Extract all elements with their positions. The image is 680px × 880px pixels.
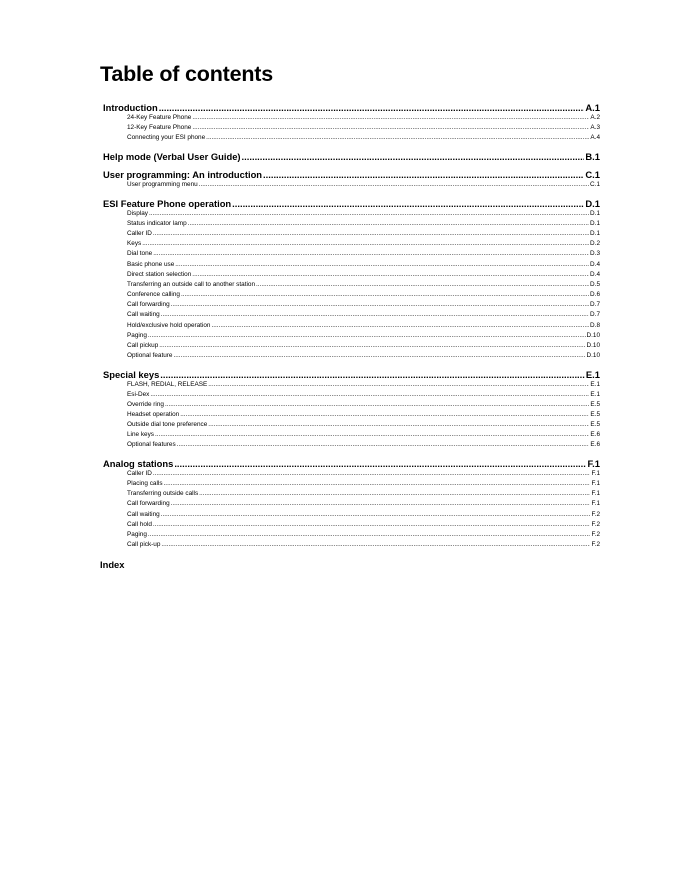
dot-leader	[171, 499, 591, 509]
section-title: Help mode (Verbal User Guide)	[103, 150, 241, 162]
dot-leader	[153, 229, 589, 239]
dot-leader	[232, 198, 584, 209]
section-page-number: B.1	[585, 150, 600, 162]
toc-entry[interactable]	[103, 430, 600, 440]
dot-leader	[192, 123, 589, 133]
dot-leader	[199, 180, 589, 190]
entry-title: Optional features	[127, 441, 176, 449]
entry-page-number: A.2	[590, 114, 600, 121]
entry-page-number: D.1	[590, 219, 600, 227]
toc-entry[interactable]	[103, 351, 600, 361]
toc-entry[interactable]	[103, 113, 600, 123]
entry-page-number: E.6	[590, 441, 600, 449]
dot-leader	[150, 390, 589, 400]
entry-title: Esi-Dex	[127, 390, 150, 398]
dot-leader	[173, 351, 585, 361]
toc-entry[interactable]	[103, 270, 600, 280]
entry-title: Hold/exclusive hold operation	[127, 321, 211, 329]
dot-leader	[153, 469, 591, 479]
entry-page-number: D.4	[590, 270, 600, 278]
dot-leader	[161, 310, 589, 320]
toc-entry[interactable]	[103, 180, 600, 190]
section-page-number: F.1	[587, 458, 600, 470]
dot-leader	[263, 169, 584, 180]
toc-entry[interactable]	[103, 510, 600, 520]
dot-leader	[171, 300, 589, 310]
section-title: Special keys	[103, 368, 160, 380]
toc-section-heading[interactable]	[103, 102, 600, 113]
toc-section-heading[interactable]	[103, 151, 600, 162]
dot-leader	[206, 133, 589, 143]
entry-page-number: E.1	[590, 390, 600, 398]
toc-section-heading[interactable]	[103, 458, 600, 469]
entry-page-number: E.5	[590, 421, 600, 429]
toc-entry[interactable]	[103, 209, 600, 219]
toc-entry[interactable]	[103, 410, 600, 420]
dot-leader	[148, 530, 591, 540]
entry-page-number: D.7	[590, 301, 600, 309]
entry-title: Line keys	[127, 431, 154, 439]
entry-page-number: F.1	[591, 470, 600, 478]
entry-title: Caller ID	[127, 230, 152, 238]
section-title: Introduction	[103, 102, 158, 113]
entry-title: Basic phone use	[127, 260, 175, 268]
entry-title: Call pick-up	[127, 541, 161, 549]
dot-leader	[180, 410, 589, 420]
toc-entry[interactable]	[103, 469, 600, 479]
entry-page-number: D.5	[590, 280, 600, 288]
toc-entry[interactable]	[103, 310, 600, 320]
toc-entry[interactable]	[103, 123, 600, 133]
section-title: ESI Feature Phone operation	[103, 197, 232, 209]
toc-section	[103, 169, 600, 190]
dot-leader	[256, 280, 589, 290]
entry-page-number: A.3	[590, 124, 600, 132]
entry-page-number: F.2	[591, 520, 600, 528]
toc-entry[interactable]	[103, 280, 600, 290]
dot-leader	[177, 440, 590, 450]
entry-page-number: E.1	[590, 380, 600, 388]
entry-title: 24-Key Feature Phone	[127, 114, 192, 121]
toc-entry[interactable]	[103, 260, 600, 270]
entry-title: Override ring	[127, 400, 164, 408]
entry-title: Headset operation	[127, 411, 180, 418]
entry-page-number: D.7	[590, 311, 600, 319]
dot-leader	[159, 102, 585, 113]
entry-page-number: F.1	[591, 500, 600, 508]
section-page-number: A.1	[585, 102, 600, 113]
dot-leader	[192, 113, 589, 123]
dot-leader	[153, 249, 589, 259]
dot-leader	[175, 260, 589, 270]
entry-title: Paging	[127, 331, 147, 339]
dot-leader	[199, 489, 590, 499]
dot-leader	[159, 341, 585, 351]
dot-leader	[155, 430, 589, 440]
dot-leader	[160, 369, 585, 380]
entry-page-number: F.2	[591, 530, 600, 538]
section-page-number: C.1	[585, 169, 600, 181]
index-heading: Index	[100, 559, 125, 570]
toc-section	[103, 458, 600, 550]
toc-section-heading[interactable]	[103, 369, 600, 380]
entry-title: Direct station selection	[127, 270, 192, 278]
entry-page-number: D.1	[590, 230, 600, 238]
toc-entry[interactable]	[103, 479, 600, 489]
toc-entry[interactable]	[103, 390, 600, 400]
toc-entry[interactable]	[103, 540, 600, 550]
entry-page-number: D.6	[590, 291, 600, 299]
table-of-contents	[103, 102, 600, 558]
toc-entry[interactable]	[103, 249, 600, 259]
toc-entry[interactable]	[103, 300, 600, 310]
section-page-number: D.1	[585, 197, 600, 209]
entry-title: Call forwarding	[127, 500, 170, 508]
dot-leader	[164, 479, 591, 489]
entry-page-number: F.2	[591, 541, 600, 549]
toc-entry[interactable]	[103, 530, 600, 540]
entry-page-number: A.4	[590, 134, 600, 142]
entry-page-number: E.5	[590, 400, 600, 408]
dot-leader	[161, 540, 590, 550]
toc-section	[103, 198, 600, 361]
entry-title: Placing calls	[127, 480, 163, 488]
entry-title: Call waiting	[127, 311, 160, 319]
entry-title: Call hold	[127, 520, 152, 528]
page-title: Table of contents	[100, 62, 273, 86]
entry-page-number: D.3	[590, 250, 600, 258]
entry-title: User programming menu	[127, 181, 198, 189]
toc-entry[interactable]	[103, 331, 600, 341]
dot-leader	[161, 510, 591, 520]
toc-entry[interactable]	[103, 440, 600, 450]
toc-section	[103, 151, 600, 162]
toc-section-heading[interactable]	[103, 198, 600, 209]
entry-title: Call waiting	[127, 510, 160, 518]
entry-title: FLASH, REDIAL, RELEASE	[127, 380, 208, 388]
toc-section	[103, 369, 600, 451]
entry-page-number: F.2	[591, 510, 600, 518]
toc-entry[interactable]	[103, 400, 600, 410]
dot-leader	[142, 239, 589, 249]
entry-title: Dial tone	[127, 250, 153, 258]
entry-title: Connecting your ESI phone	[127, 134, 206, 142]
entry-title: Display	[127, 209, 148, 217]
section-page-number: E.1	[585, 368, 600, 380]
entry-title: Conference calling	[127, 291, 180, 299]
dot-leader	[174, 458, 586, 469]
entry-page-number: D.8	[590, 321, 600, 329]
entry-page-number: D.1	[590, 209, 600, 217]
toc-section	[103, 102, 600, 143]
entry-page-number: D.10	[586, 331, 600, 339]
dot-leader	[208, 420, 589, 430]
dot-leader	[148, 331, 586, 341]
dot-leader	[211, 321, 589, 331]
dot-leader	[149, 209, 589, 219]
entry-page-number: F.1	[591, 490, 600, 498]
entry-page-number: E.5	[590, 411, 600, 418]
entry-page-number: E.6	[590, 431, 600, 439]
entry-title: Transferring an outside call to another station	[127, 280, 256, 288]
entry-page-number: D.10	[586, 341, 600, 349]
entry-title: Keys	[127, 240, 142, 248]
entry-title: Paging	[127, 530, 147, 538]
toc-entry[interactable]	[103, 219, 600, 229]
toc-entry[interactable]	[103, 499, 600, 509]
entry-page-number: D.10	[586, 351, 600, 359]
entry-title: Optional feature	[127, 351, 173, 359]
toc-entry[interactable]	[103, 290, 600, 300]
entry-title: Status indicator lamp	[127, 219, 187, 227]
dot-leader	[188, 219, 589, 229]
dot-leader	[242, 151, 585, 162]
dot-leader	[181, 290, 589, 300]
toc-entry[interactable]	[103, 380, 600, 390]
dot-leader	[153, 520, 591, 530]
entry-title: Call forwarding	[127, 301, 170, 309]
entry-title: 12-Key Feature Phone	[127, 124, 192, 132]
entry-title: Caller ID	[127, 470, 152, 478]
dot-leader	[208, 380, 589, 390]
toc-entry[interactable]	[103, 489, 600, 499]
entry-title: Transferring outside calls	[127, 490, 199, 498]
dot-leader	[165, 400, 589, 410]
toc-entry[interactable]	[103, 520, 600, 530]
entry-page-number: F.1	[591, 480, 600, 488]
dot-leader	[192, 270, 589, 280]
entry-page-number: C.1	[590, 181, 600, 189]
toc-entry[interactable]	[103, 229, 600, 239]
entry-title: Outside dial tone preference	[127, 421, 208, 429]
entry-page-number: D.4	[590, 260, 600, 268]
toc-section-heading[interactable]	[103, 169, 600, 180]
entry-page-number: D.2	[590, 240, 600, 248]
entry-title: Call pickup	[127, 341, 159, 349]
toc-entry[interactable]	[103, 420, 600, 430]
section-title: User programming: An introduction	[103, 169, 263, 181]
toc-entry[interactable]	[103, 133, 600, 143]
toc-entry[interactable]	[103, 341, 600, 351]
toc-entry[interactable]	[103, 321, 600, 331]
toc-entry[interactable]	[103, 239, 600, 249]
section-title: Analog stations	[103, 458, 174, 470]
